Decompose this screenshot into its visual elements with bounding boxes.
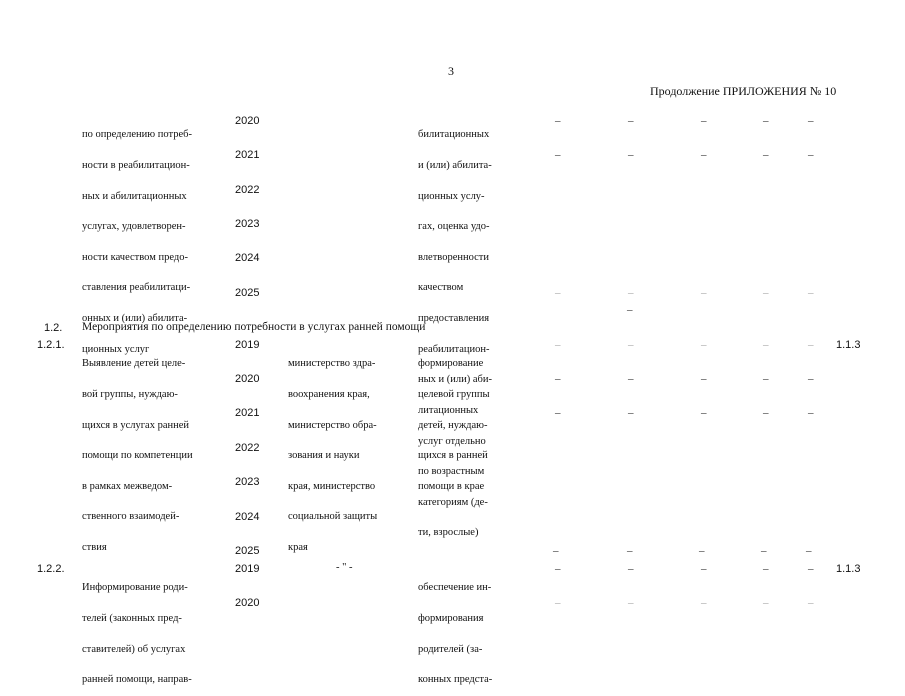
executor-line: социальной защиты bbox=[288, 511, 378, 523]
dash-cell: – bbox=[555, 115, 561, 127]
result-line: и (или) абилита- bbox=[418, 160, 492, 172]
dash-cell: – bbox=[701, 287, 707, 299]
year-cell: 2025 bbox=[235, 545, 260, 557]
desc-line: ности качеством предо- bbox=[82, 251, 188, 263]
dash-cell: – bbox=[808, 597, 814, 609]
dash-cell: – bbox=[627, 304, 633, 316]
dash-cell: – bbox=[808, 407, 814, 419]
result-line: по возрастным bbox=[418, 466, 485, 478]
row-1-2-2-description bbox=[82, 563, 192, 696]
section-title: Мероприятия по определению потребности в услугах ранней помощи bbox=[82, 321, 426, 333]
desc-line: по определению потреб- bbox=[82, 129, 192, 141]
dash-cell: – bbox=[628, 373, 634, 385]
result-line: услуг отдельно bbox=[418, 435, 486, 447]
dash-cell: – bbox=[806, 545, 812, 557]
result-line: билитационных bbox=[418, 129, 490, 141]
dash-cell: – bbox=[808, 149, 814, 161]
year-cell: 2021 bbox=[235, 407, 260, 419]
dash-cell: – bbox=[555, 597, 561, 609]
dash-cell: – bbox=[763, 407, 769, 419]
year-cell: 2019 bbox=[235, 563, 260, 575]
desc-line: Выявление детей целе- bbox=[82, 358, 186, 370]
year-cell: 2022 bbox=[235, 442, 260, 454]
dash-cell: – bbox=[701, 339, 707, 351]
dash-cell: – bbox=[701, 149, 707, 161]
dash-cell: – bbox=[763, 373, 769, 385]
result-line: реабилитацион- bbox=[418, 343, 490, 355]
dash-cell: – bbox=[808, 287, 814, 299]
dash-cell: – bbox=[701, 563, 707, 575]
dash-cell: – bbox=[701, 407, 707, 419]
dash-cell: – bbox=[555, 407, 561, 419]
dash-cell: – bbox=[699, 545, 705, 557]
dash-cell: – bbox=[701, 597, 707, 609]
dash-cell: – bbox=[808, 339, 814, 351]
year-cell: 2024 bbox=[235, 252, 260, 264]
indicator-cell: 1.1.3 bbox=[836, 563, 861, 575]
result-line: предоставления bbox=[418, 313, 490, 325]
year-cell: 2020 bbox=[235, 597, 260, 609]
year-cell: 2023 bbox=[235, 218, 260, 230]
dash-cell: – bbox=[628, 115, 634, 127]
year-cell: 2020 bbox=[235, 373, 260, 385]
dash-cell: – bbox=[628, 407, 634, 419]
result-line: ных и (или) аби- bbox=[418, 374, 493, 386]
result-line: категориям (де- bbox=[418, 496, 488, 508]
dash-cell: – bbox=[628, 149, 634, 161]
result-line: родителей (за- bbox=[418, 643, 483, 655]
desc-line: Информирование роди- bbox=[82, 582, 188, 594]
result-line: ти, взрослые) bbox=[418, 527, 479, 539]
dash-cell: – bbox=[628, 339, 634, 351]
row-number: 1.2.2. bbox=[37, 563, 65, 575]
dash-cell: – bbox=[628, 597, 634, 609]
result-line: формирование bbox=[418, 358, 484, 370]
executor-line: края bbox=[288, 542, 308, 554]
desc-line: в рамках межведом- bbox=[82, 480, 173, 492]
dash-cell: – bbox=[763, 287, 769, 299]
dash-cell: – bbox=[763, 149, 769, 161]
result-line: влетворенности bbox=[418, 251, 489, 263]
year-cell: 2025 bbox=[235, 287, 260, 299]
dash-cell: – bbox=[555, 287, 561, 299]
dash-cell: – bbox=[701, 115, 707, 127]
dash-cell: – bbox=[763, 563, 769, 575]
result-line: детей, нуждаю- bbox=[418, 419, 488, 431]
desc-line: щихся в услугах ранней bbox=[82, 419, 190, 431]
row-1-2-1-description bbox=[82, 339, 193, 563]
desc-line: онных и (или) абилита- bbox=[82, 313, 188, 325]
year-cell: 2023 bbox=[235, 476, 260, 488]
desc-line: ственного взаимодей- bbox=[82, 511, 180, 523]
desc-line: ных и абилитационных bbox=[82, 190, 187, 202]
dash-cell: – bbox=[808, 563, 814, 575]
indicator-cell: 1.1.3 bbox=[836, 339, 861, 351]
row-number: 1.2.1. bbox=[37, 339, 65, 351]
year-cell: 2022 bbox=[235, 184, 260, 196]
dash-cell: – bbox=[808, 373, 814, 385]
dash-cell: – bbox=[763, 339, 769, 351]
dash-cell: – bbox=[763, 115, 769, 127]
desc-line: ционных услуг bbox=[82, 343, 150, 355]
appendix-continuation-header: Продолжение ПРИЛОЖЕНИЯ № 10 bbox=[650, 84, 837, 98]
desc-line: телей (законных пред- bbox=[82, 613, 182, 625]
row-1-2-2-result bbox=[418, 563, 492, 696]
dash-cell: – bbox=[761, 545, 767, 557]
dash-cell: – bbox=[555, 373, 561, 385]
row-1-2-2-executors-ditto: - " - bbox=[336, 562, 353, 573]
desc-line: ставления реабилитаци- bbox=[82, 282, 191, 294]
year-cell: 2019 bbox=[235, 339, 260, 351]
result-line: конных предста- bbox=[418, 674, 493, 686]
year-cell: 2020 bbox=[235, 115, 260, 127]
dash-cell: – bbox=[627, 545, 633, 557]
desc-line: ствия bbox=[82, 542, 107, 554]
dash-cell: – bbox=[553, 545, 559, 557]
page-number: 3 bbox=[448, 64, 454, 78]
section-number: 1.2. bbox=[44, 322, 63, 334]
dash-cell: – bbox=[763, 597, 769, 609]
dash-cell: – bbox=[555, 149, 561, 161]
result-line: целевой группы bbox=[418, 389, 490, 401]
desc-line: ставителей) об услугах bbox=[82, 643, 186, 655]
executor-line: зования и науки bbox=[288, 450, 360, 462]
year-cell: 2024 bbox=[235, 511, 260, 523]
executor-line: министерство обра- bbox=[288, 419, 377, 431]
desc-line: помощи по компетенции bbox=[82, 450, 193, 462]
year-cell: 2021 bbox=[235, 149, 260, 161]
row-1-2-1-result bbox=[418, 339, 493, 502]
result-line: ционных услу- bbox=[418, 190, 485, 202]
executor-line: края, министерство bbox=[288, 480, 376, 492]
dash-cell: – bbox=[555, 339, 561, 351]
dash-cell: – bbox=[701, 373, 707, 385]
result-line: качеством bbox=[418, 282, 464, 294]
result-line: щихся в ранней bbox=[418, 450, 488, 462]
executor-line: воохранения края, bbox=[288, 389, 370, 401]
result-line: формирования bbox=[418, 613, 484, 625]
dash-cell: – bbox=[628, 287, 634, 299]
result-line: помощи в крае bbox=[418, 480, 485, 492]
dash-cell: – bbox=[628, 563, 634, 575]
result-line: литационных bbox=[418, 404, 479, 416]
dash-cell: – bbox=[555, 563, 561, 575]
result-line: обеспечение ин- bbox=[418, 582, 492, 594]
dash-cell: – bbox=[808, 115, 814, 127]
executor-line: министерство здра- bbox=[288, 358, 376, 370]
desc-line: ности в реабилитацион- bbox=[82, 160, 190, 172]
desc-line: ранней помощи, направ- bbox=[82, 674, 192, 686]
result-line: гах, оценка удо- bbox=[418, 221, 490, 233]
desc-line: вой группы, нуждаю- bbox=[82, 389, 178, 401]
desc-line: услугах, удовлетворен- bbox=[82, 221, 186, 233]
row-1-2-1-executors bbox=[288, 339, 377, 563]
